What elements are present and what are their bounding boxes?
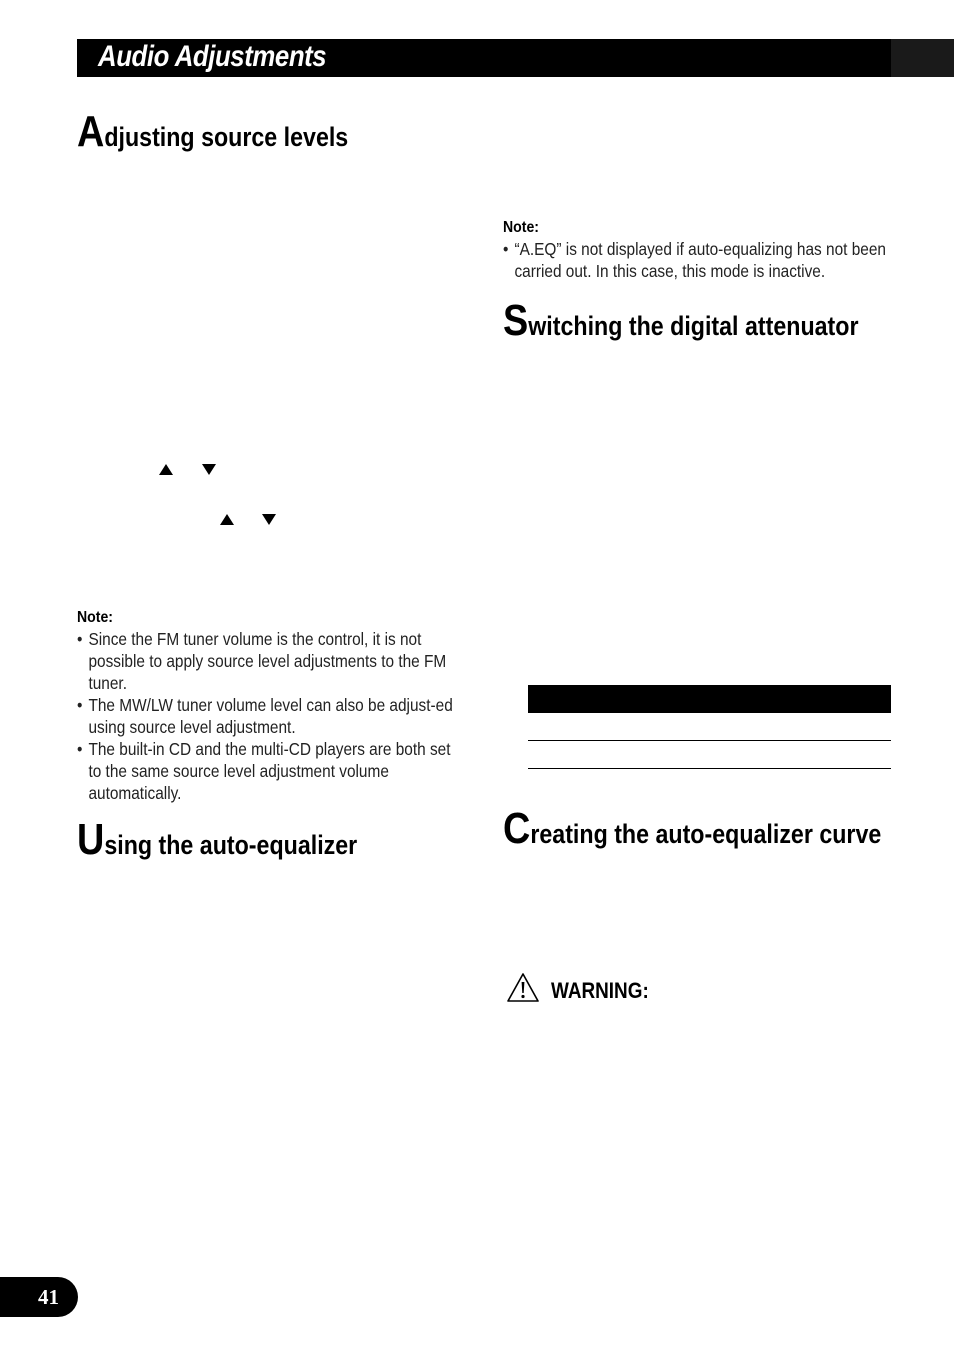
note-block-right [503,219,903,282]
heading-text: sing the auto-equalizer [104,830,358,860]
note-item: • The MW/LW tuner volume level can also be adjust-ed using source level adjustment. [77,694,460,738]
warning-label: WARNING: [551,978,649,1003]
section-heading-creating [503,804,882,853]
heading-text: djusting source levels [104,122,349,152]
triangle-up-icon [159,464,173,475]
page-number: 41 [38,1285,59,1309]
note-title: Note: [77,609,113,626]
header-tab-block [891,39,954,77]
note-list [77,628,460,804]
heading-text: reating the auto-equalizer curve [530,819,882,849]
section-heading-switching [503,296,859,345]
triangle-down-icon [202,464,216,475]
table-header-row [528,685,891,713]
heading-text: witching the digital attenuator [528,311,859,341]
table-row-divider [528,768,891,769]
heading-initial: C [503,804,531,853]
heading-initial: A [77,107,105,156]
note-list [503,238,895,282]
triangle-up-icon [220,514,234,525]
section-heading-adjusting [77,107,349,156]
heading-initial: S [503,296,529,345]
note-title: Note: [503,219,539,236]
triangle-down-icon [262,514,276,525]
note-block-left [77,609,467,804]
warning-triangle-icon [506,972,540,1004]
note-item: • The built-in CD and the multi-CD players are both set to the same source level adjustment volume automatically. [77,738,460,804]
heading-initial: U [77,815,105,864]
section-heading-using [77,815,358,864]
note-item: • Since the FM tuner volume is the control, it is not possible to apply source level adjustments to the FM tuner. [77,628,460,694]
page-title: Audio Adjustments [98,40,327,73]
table-row-divider [528,740,891,741]
note-item: • “A.EQ” is not displayed if auto-equalizing has not been carried out. In this case, this mode is inactive. [503,238,895,282]
